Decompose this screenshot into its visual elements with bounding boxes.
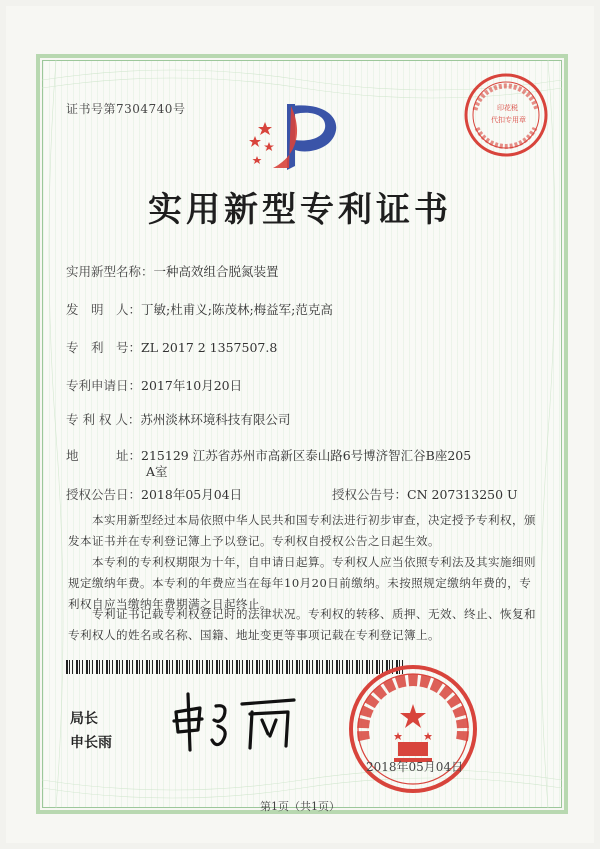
certificate-number: 证书号第7304740号 [66,102,186,116]
field-address-line2: A室 [146,464,168,479]
field-label: 实用新型名称： [66,264,154,279]
field-label: 专 利 权 人： [66,412,141,427]
field-value: 一种高效组合脱氮装置 [153,264,279,279]
field-label: 发 明 人： [66,302,142,317]
sipo-logo-icon [243,96,353,172]
grant-date [66,485,242,503]
inner-border [42,60,562,808]
paragraph-term: 本专利的专利权期限为十年，自申请日起算。专利权人应当依照专利法及其实施细则规定缴纳年费。本专利的年费应当在每年10月20日前缴纳。未按照规定缴纳年费的，专利权自应当缴纳年费期满之日起终止。 [68,555,536,611]
page-footer: 第1页（共1页） [260,800,340,813]
grant-date-label: 授权公告日： [66,487,142,502]
director-signature [170,690,300,754]
page-title: 实用新型专利证书 [148,190,452,230]
field-label: 专 利 号： [66,340,142,355]
field-application-date [66,376,242,394]
field-value: 215129 江苏省苏州市高新区泰山路6号博济智汇谷B座205 [141,448,472,463]
field-inventors [66,300,333,318]
field-address [66,446,471,464]
field-value: ZL 2017 2 1357507.8 [141,340,278,355]
field-patent-no [66,338,277,356]
field-patentee [66,410,290,428]
grant-number-value: CN 207313250 U [407,487,518,502]
field-value: 2017年10月20日 [141,378,243,393]
field-value: 苏州淡林环境科技有限公司 [140,412,291,427]
svg-text:代扣专用章: 代扣专用章 [491,116,526,124]
field-name [66,262,279,280]
paragraph-decision: 本实用新型经过本局依照中华人民共和国专利法进行初步审查，决定授予专利权，颁发本证书并在专利登记簿上予以登记。专利权自授权公告之日起生效。 [68,513,536,548]
seal-date: 2018年05月04日 [366,760,464,774]
tax-seal-icon [461,70,551,160]
grant-number-label: 授权公告号： [332,487,408,502]
grant-number [332,485,518,503]
field-value: 丁敏;杜甫义;陈茂林;梅益军;范克高 [141,302,333,317]
field-label: 地 址： [66,448,142,463]
field-label: 专利申请日： [66,378,142,393]
director-name: 申长雨 [70,735,112,751]
svg-text:印花税: 印花税 [497,104,518,112]
cnipa-seal-icon [346,662,480,796]
grant-date-value: 2018年05月04日 [141,487,243,502]
director-title: 局长 [70,711,98,727]
paragraph-legal-status: 专利证书记载专利权登记时的法律状况。专利权的转移、质押、无效、终止、恢复和专利权人的姓名或名称、国籍、地址变更等事项记载在专利登记簿上。 [68,607,536,642]
